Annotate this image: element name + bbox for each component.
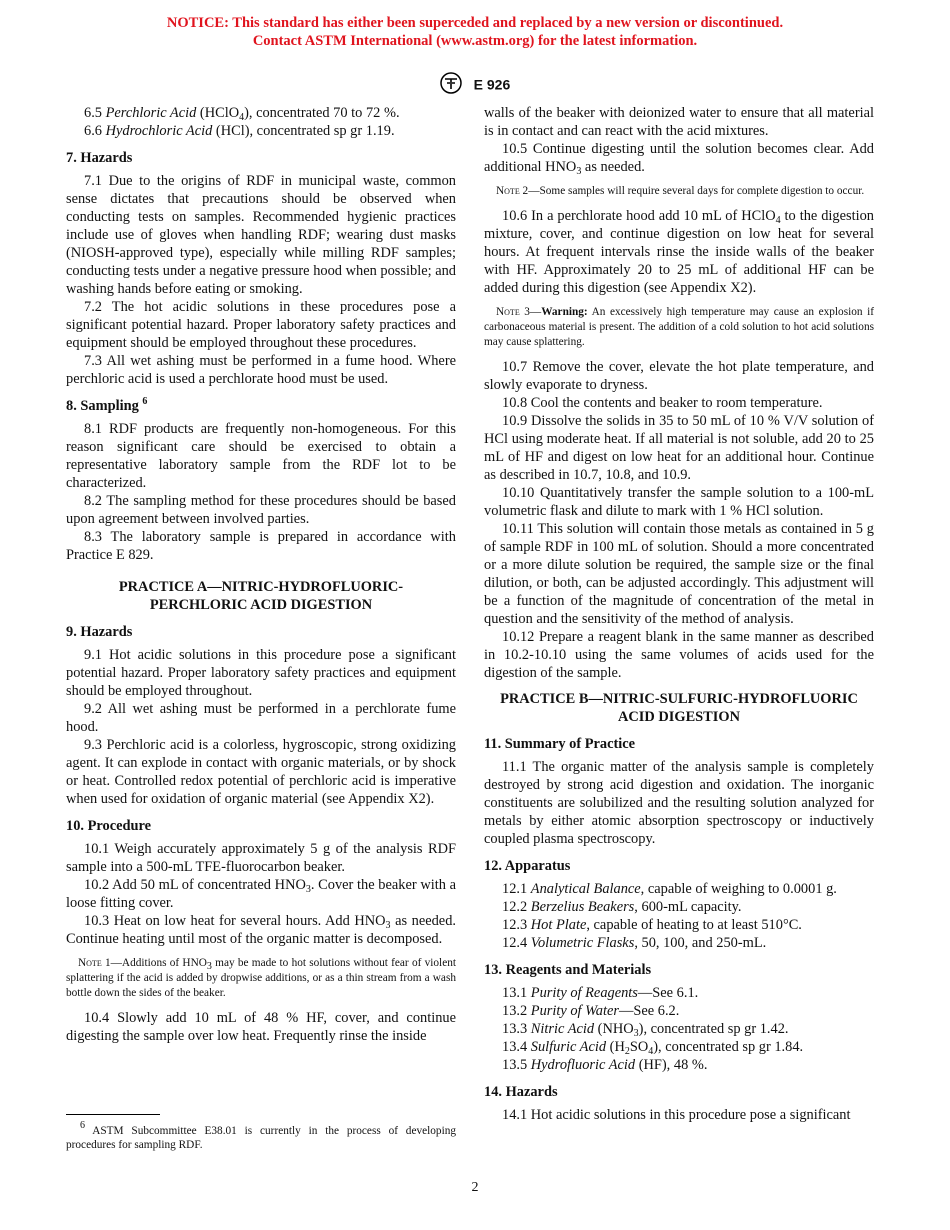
footnote-ref-6: 6 <box>142 396 148 407</box>
section-10-2: 10.2 Add 50 mL of concentrated $HNO_3$. Cover the beaker with a loose fitting cover. <box>66 877 456 911</box>
heading-9: 9. Hazards <box>66 624 133 640</box>
footnote-6: $^6$ ASTM Subcommittee E38.01 is currently in the process of developing procedures for sampling RDF. <box>66 1120 456 1151</box>
section-9-2: 9.2 All wet ashing must be performed in a perchlorate fume hood. <box>66 701 456 735</box>
apparatus-12-3: 12.3 Hot Plate, capable of heating to at least 510°C. <box>502 917 802 933</box>
page-number: 2 <box>471 1180 479 1195</box>
section-10-8: 10.8 Cool the contents and beaker to room temperature. <box>502 395 823 411</box>
section-10-5: 10.5 Continue digesting until the solution becomes clear. Add additional $HNO_3$ as needed. <box>484 141 874 177</box>
section-10-1: 10.1 Weigh accurately approximately 5 g of the analysis RDF sample into a 500-mL TFE-fluorocarbon beaker. <box>66 841 456 875</box>
section-8-3: 8.3 The laboratory sample is prepared in accordance with Practice E 829. <box>66 529 456 563</box>
section-7-3: 7.3 All wet ashing must be performed in a fume hood. Where perchloric acid is used a perchlorate hood must be used. <box>66 353 456 387</box>
footnote-rule <box>66 1114 160 1115</box>
note-3: Note 3—Warning: An excessively high temperature may cause an explosion if carbonaceous material is present. The addition of a cold solution to hot acid solutions may cause splattering. <box>484 306 874 348</box>
left-column <box>66 104 456 1045</box>
reagent-13-2: 13.2 Purity of Water—See 6.2. <box>502 1003 680 1019</box>
heading-8: 8. Sampling $^6$ <box>66 396 148 414</box>
apparatus-12-4: 12.4 Volumetric Flasks, 50, 100, and 250-mL. <box>502 935 767 951</box>
section-10-4-cont: walls of the beaker with deionized water to ensure that all material is in contact and can react with the acid mixtures. <box>484 105 874 139</box>
heading-11: 11. Summary of Practice <box>484 736 636 752</box>
section-10-7: 10.7 Remove the cover, elevate the hot plate temperature, and slowly evaporate to dryness. <box>484 359 874 393</box>
section-10-12: 10.12 Prepare a reagent blank in the same manner as described in 10.2-10.10 using the same volumes of acids used for the digestion of the sample. <box>484 629 874 681</box>
section-6-5: 6.5 Perchloric Acid (HClO$_4$), concentrated 70 to 72 %. <box>84 105 400 123</box>
reagent-13-1: 13.1 Purity of Reagents—See 6.1. <box>502 985 699 1001</box>
notice-line-1: NOTICE: This standard has either been superceded and replaced by a new version or discontinued. <box>166 15 784 31</box>
section-7-1: 7.1 Due to the origins of RDF in municipal waste, common sense dictates that precautions should be observed when conducting tests on samples. Recommended hygienic practices include use of gloves when handling RDF; wearing dust masks (NIOSH-approved type), especially while milling RDF samples; conducting tests under a negative pressure hood when possible; and washing hands before eating or smoking. <box>66 173 456 297</box>
practice-b-title: PRACTICE B—NITRIC-SULFURIC-HYDROFLUORIC ACID DIGESTION <box>500 691 858 725</box>
section-9-3: 9.3 Perchloric acid is a colorless, hygroscopic, strong oxidizing agent. It can explode in contact with organic materials, or by shock or heat. Controlled redox potential of perchloric acid is imperative when used for oxidation of organic material (see Appendix X2). <box>66 737 456 807</box>
heading-12: 12. Apparatus <box>484 858 571 874</box>
heading-7: 7. Hazards <box>66 150 133 166</box>
designation: E 926 <box>473 76 511 93</box>
notice-banner <box>0 14 950 50</box>
note-2: Note 2—Some samples will require several days for complete digestion to occur. <box>496 185 865 197</box>
section-10-6: 10.6 In a perchlorate hood add 10 mL of HClO$_4$ to the digestion mixture, cover, and continue digestion on low heat for several hours. At frequent intervals rinse the inside walls of the beaker with HF. Approximately 20 to 25 mL of additional HF can be added during this digestion (see Appendix X2). <box>484 208 874 296</box>
note-1: Note 1—Additions of $HNO_3$ may be made to hot solutions without fear of violent splattering if the acid is added by dropwise additions, or as a thin stream from a wash bottle down the sides of the beaker. <box>66 957 456 999</box>
right-column <box>484 104 874 1124</box>
apparatus-12-1: 12.1 Analytical Balance, capable of weighing to 0.0001 g. <box>502 881 837 897</box>
heading-10: 10. Procedure <box>66 818 151 834</box>
apparatus-12-2: 12.2 Berzelius Beakers, 600-mL capacity. <box>502 899 742 915</box>
section-8-2: 8.2 The sampling method for these procedures should be based upon agreement between involved parties. <box>66 493 456 527</box>
reagent-13-4: 13.4 Sulfuric Acid $(H_2SO_4)$, concentrated sp gr 1.84. <box>502 1039 804 1057</box>
section-9-1: 9.1 Hot acidic solutions in this procedure pose a significant potential hazard. Proper laboratory safety practices and equipment should be employed throughout. <box>66 647 456 699</box>
reagent-13-5: 13.5 Hydrofluoric Acid (HF), 48 %. <box>502 1057 708 1073</box>
section-6-6: 6.6 Hydrochloric Acid (HCl), concentrated sp gr 1.19. <box>84 123 395 139</box>
section-10-10: 10.10 Quantitatively transfer the sample solution to a 100-mL volumetric flask and dilute to mark with 1 % HCl solution. <box>484 485 874 519</box>
section-14-1: 14.1 Hot acidic solutions in this procedure pose a significant <box>502 1107 851 1123</box>
reagent-13-3: 13.3 Nitric Acid $(NHO_3)$, concentrated sp gr 1.42. <box>502 1021 789 1039</box>
section-10-9: 10.9 Dissolve the solids in 35 to 50 mL of 10 % V/V solution of HCl using moderate heat. If all material is not soluble, add 20 to 25 mL of HF and digest on low heat for an additional hour. Continue as described in 10.7, 10.8, and 10.9. <box>484 413 874 483</box>
practice-a-title: PRACTICE A—NITRIC-HYDROFLUORIC- PERCHLORIC ACID DIGESTION <box>118 579 404 613</box>
section-10-3: 10.3 Heat on low heat for several hours. Add $HNO_3$ as needed. Continue heating until most of the organic matter is decomposed. <box>66 913 456 947</box>
section-7-2: 7.2 The hot acidic solutions in these procedures pose a significant potential hazard. Proper laboratory safety practices and equipment should be employed throughout these procedures. <box>66 299 456 351</box>
section-10-11: 10.11 This solution will contain those metals as contained in 5 g of sample RDF in 100 mL of solution. Should a more concentrated or a more dilute solution be required, the sample size or the final dilution, or both, can be adjusted accordingly. This adjustment will be a function of the magnitude of concentration of the metal in question and the sensitivity of the method of analysis. <box>484 521 874 627</box>
notice-line-2: Contact ASTM International (www.astm.org) for the latest information. <box>252 33 698 49</box>
heading-13: 13. Reagents and Materials <box>484 962 652 978</box>
section-10-4: 10.4 Slowly add 10 mL of 48 % HF, cover, and continue digesting the sample over low heat. Frequently rinse the inside <box>66 1010 456 1044</box>
heading-14: 14. Hazards <box>484 1084 558 1100</box>
section-8-1: 8.1 RDF products are frequently non-homogeneous. For this reason significant care should be exercised to obtain a representative laboratory sample from the RDF lot to be characterized. <box>66 421 456 491</box>
section-11-1: 11.1 The organic matter of the analysis sample is completely destroyed by strong acid digestion and oxidation. The inorganic constituents are solubilized and the resulting solution analyzed for metals by either atomic absorption spectroscopy or inductively coupled plasma spectroscopy. <box>484 759 874 847</box>
document-header <box>0 72 950 97</box>
astm-logo-icon <box>440 72 462 97</box>
